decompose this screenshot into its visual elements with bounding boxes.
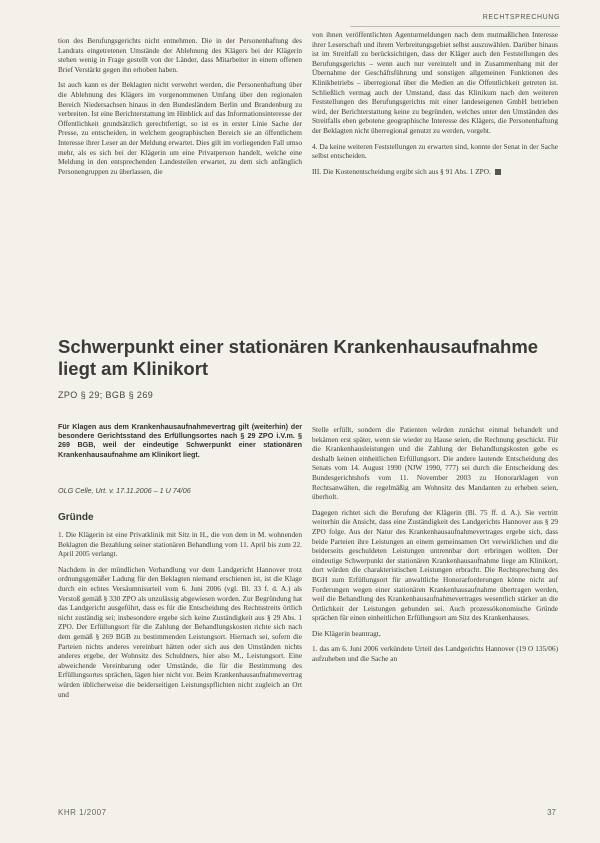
paragraph: Die Klägerin beantragt, <box>312 628 381 638</box>
paragraph: Nachdem in der mündlichen Verhandlung vor dem Landgericht Hannover trotz ordnungsgemäßer Ladung für den Beklagten niemand erschienen ist, ist die Klage durch ein echtes Versäumnisurteil vom 6. Juni 2006 (vgl. Bl. 33 f. d. A.) als Verstoß gemäß § 330 ZPO als unzulässig abgewiesen worden. Zur Begründung hat das Landgericht ausgeführt, dass es für die Entscheidung des Rechtsstreits örtlich nicht zuständig sei; insbesondere ergebe sich keine Zuständigkeit aus § 29 Abs. 1 ZPO. Der Erfüllungsort für die Zahlung der Behandlungskosten richte sich nach dem gemäß § 269 BGB zu bestimmenden Leistungsort. Hiernach sei, sofern die Parteien nichts anderes vereinbart hätten oder sich aus den Umständen nichts anderes ergebe, der Wohnsitz des Schuldners, hier also M., Leistungsort. Eine abweichende Vereinbarung oder Umstände, die für die Bestimmung des Erfüllungsortes sprächen, lägen hier nicht vor. Beim Krankenhausaufnahmevertrag würden üblicherweise die beiderseitigen Leistungspflichten nicht zugleich an Ort und <box>58 564 302 699</box>
page-number: 37 <box>547 808 556 817</box>
paragraph: 1. das am 6. Juni 2006 verkündete Urteil des Landgerichts Hannover (19 O 135/06) aufzuheben und die Sache an <box>312 644 558 664</box>
column-bottom-right <box>312 425 558 670</box>
paragraph: Ist auch kann es der Beklagten nicht verwehrt werden, die Personenhaftung über die Ablehnung des Klägers im vorgenommenen Umfang über den regionalen Bereich Niedersachsen hinaus in den Bundesländern Berlin und Brandenburg zu verbreiten. Ist eine Berichterstattung im Hinblick auf das Informationsinteresse der Öffentlichkeit grundsätzlich gerechtfertigt, so ist es in erster Linie Sache der Presse, zu entscheiden, in welchem geographischen Bereich sie an öffentlichem Interesse ihrer Leser an der Meldung erwartet. Dies gilt im vorliegenden Fall umso mehr, als es sich bei der Klägerin um eine Privatperson handelt, welche eine Meldung in den entsprechenden Landesteilen erwartet, zu dem sich anfänglich Personengruppen zu überlassen, die <box>58 80 302 176</box>
paragraph: Stelle erfüllt, sondern die Patienten würden zunächst einmal behandelt und bekämen erst später, wenn sie wieder zu Hause seien, die Rechnung geschickt. Für die Krankenhausleistungen und die Zahlung der Behandlungskosten gebe es deshalb keinen einheitlichen Erfüllungsort. Die andere lautende Entscheidung des Senats vom 14. August 1990 (NJW 1990, 777) sei durch die Entscheidung des Bundesgerichtshofs vom 11. November 2003 zu Honorarklagen von Rechtsanwälten, die regelmäßig am Wohnsitz des Mandanten zu erheben seien, überholt. <box>312 425 558 502</box>
section-label: RECHTSPRECHUNG <box>482 14 560 21</box>
paragraph: 1. Die Klägerin ist eine Privatklinik mit Sitz in H., die von dem in M. wohnenden Beklagten die Bezahlung seiner stationären Behandlung vom 11. April bis zum 22. April 2005 verlangt. <box>58 530 302 559</box>
column-bottom-left <box>58 530 302 705</box>
headnote: Für Klagen aus dem Krankenhausaufnahmevertrag gilt (weiterhin) der besondere Gerichtsstand des Erfüllungsortes nach § 29 ZPO i.V.m. § 269 BGB, weil der eindeutige Schwerpunkt einer stationären Krankenhausaufnahme am Klinikort liegt. <box>58 422 302 459</box>
journal-footer: KHR 1/2007 <box>58 808 107 817</box>
section-heading: Gründe <box>58 512 94 523</box>
header-rule <box>350 26 560 27</box>
paragraph: tion des Berufungsgerichts nicht entnehmen. Die in der Personenhaftung des Landrats eingetretenen Umstände der Ablehnung des Klägers bei der Klägerin stehen wenig in Frage gestellt von der Länder, dass Mitarbeiter in einem offenen Brief Verstärkt gegen ihn erhoben haben. <box>58 36 302 74</box>
paragraph: III. Die Kostenentscheidung ergibt sich aus § 91 Abs. 1 ZPO. <box>312 166 491 176</box>
norm-reference: ZPO § 29; BGB § 269 <box>58 390 154 400</box>
paragraph: Dagegen richtet sich die Berufung der Klägerin (Bl. 75 ff. d. A.). Sie vertritt weiterhin die Ansicht, dass eine Zuständigkeit des Landgerichts Hannover aus § 29 ZPO folge. Aus der Natur des Krankenhausaufnahmevertrages ergebe sich, dass beide Parteien ihre Leistungen an einem gemeinsamen Ort verwirklichen und die beiderseits geschuldeten Leistungen untrennbar dort erbringen wollten. Der eindeutige Schwerpunkt der stationären Krankenhausaufnahme liege am Klinikort, dort würden die charakteristischen Leistungen erbracht. Die Rechtsprechung des BGH zum Erfüllungsort für anwaltliche Honorarforderungen könne nicht auf Forderungen wegen einer stationären Krankenhausaufnahme übertragen werden, weil die Behandlung des Krankenhausaufnahmevertrages wesentlich stärker an die Örtlichkeit der Leistungen gebunden sei. Auch prozessökonomische Gründe sprächen für einen einheitlichen Erfüllungsort am Sitz des Krankenhauses. <box>312 507 558 623</box>
end-of-article-icon <box>495 169 501 175</box>
paragraph: von ihnen veröffentlichten Agenturmeldungen nach dem mutmaßlichen Interesse ihrer Leserschaft und ihrem Verbreitungsgebiet selbst auszuwählen. Darüber hinaus ist im Streitfall zu berücksichtigen, dass der Kläger auch den Feststellungen des Berufungsgerichts – wenn auch nur vereinzelt und in Zusammenhang mit der Übernahme der Geschäftsführung und sonstigen allgemeinen Funktionen des Klinikbetriebs – überregional über die Medien an die Öffentlichkeit getreten ist. Schließlich vermag auch der Umstand, dass das Klinikum nach den weiteren Feststellungen des Berufungsgerichts mit einer landeseigenen GmbH betrieben wird, der Berichterstattung keine zu begründen, welches unter den Umständen des Streitfalls eben gebotene geographische Interesse des Klägers, die Personenhaftung der Beklagten nicht überregional genutzt zu werden, vorgeht. <box>312 30 558 135</box>
court-citation: OLG Celle, Urt. v. 17.11.2006 – 1 U 74/06 <box>58 486 191 495</box>
paragraph: 4. Da keine weiteren Feststellungen zu erwarten sind, konnte der Senat in der Sache selbst entscheiden. <box>312 141 558 161</box>
column-top-left <box>58 36 302 182</box>
article-title: Schwerpunkt einer stationären Krankenhausaufnahme liegt am Klinikort <box>58 336 539 379</box>
column-top-right <box>312 30 558 182</box>
paragraph-end <box>312 167 558 177</box>
